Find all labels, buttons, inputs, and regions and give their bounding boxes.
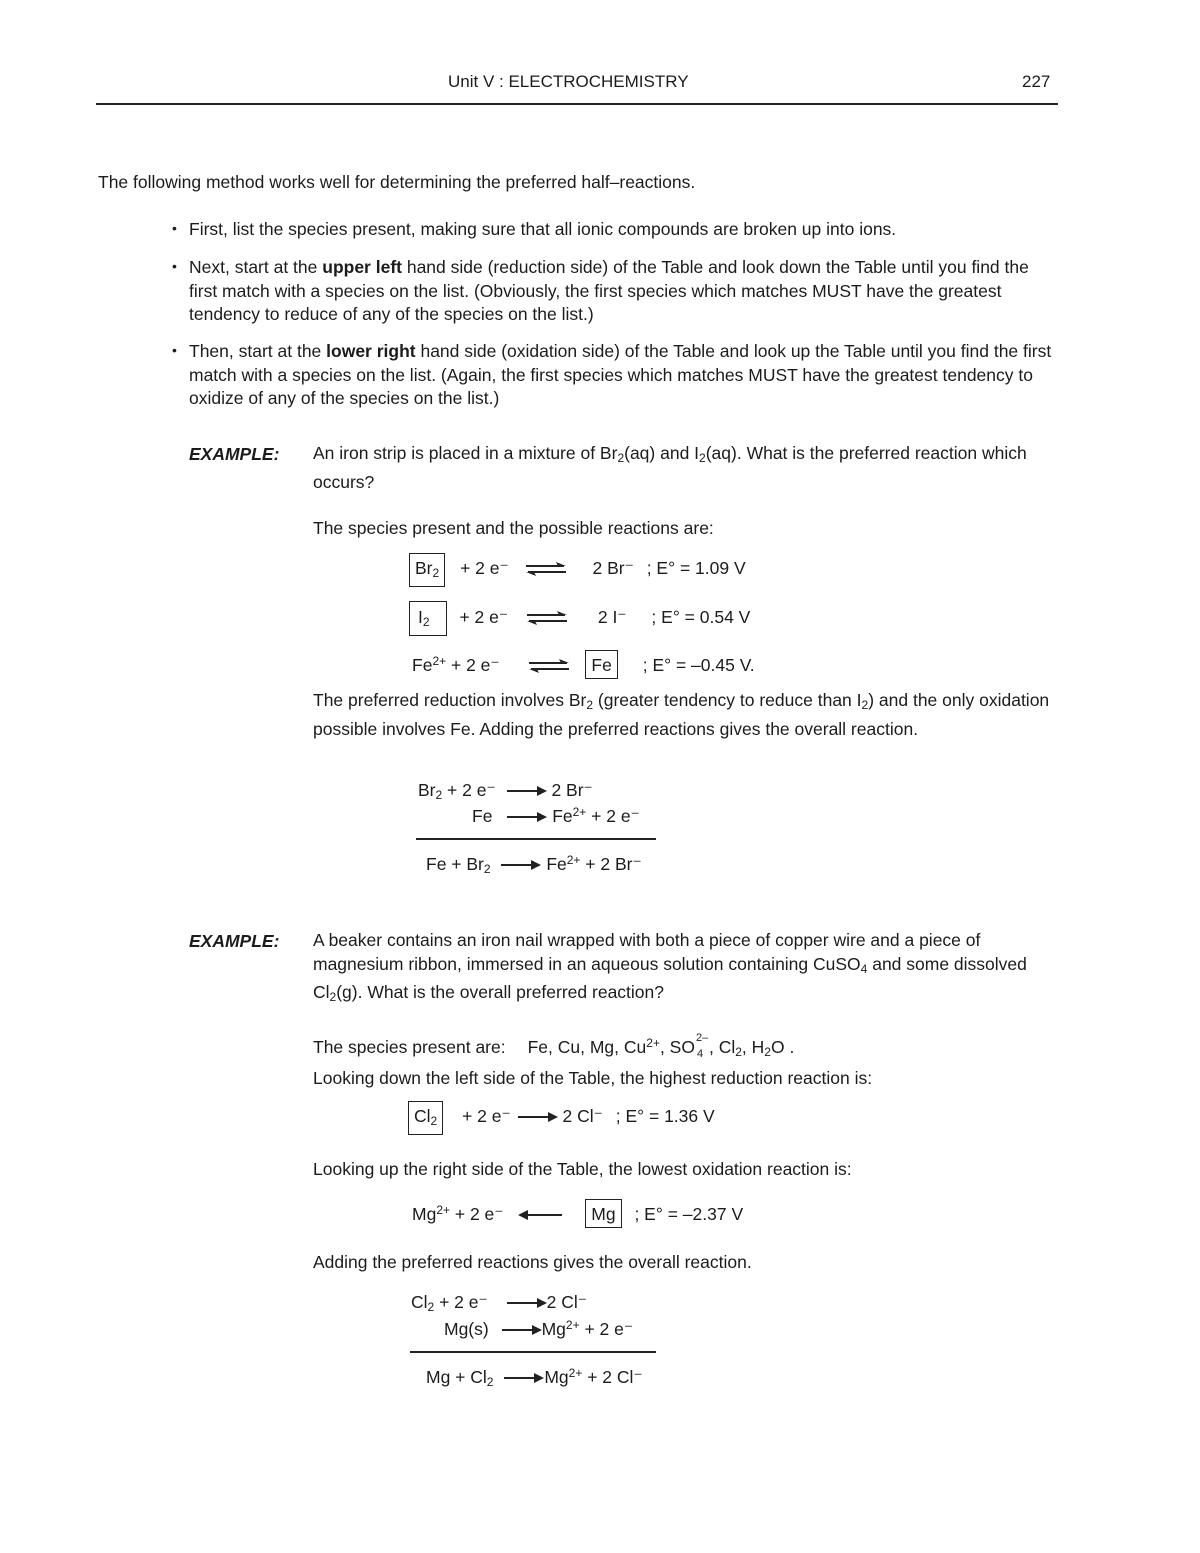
header-rule [96,103,1058,105]
example-2-look-down: Looking down the left side of the Table, the highest reduction reaction is: [313,1068,873,1088]
bullet-2-text: Next, start at the upper left hand side (reduction side) of the Table and look down the Table until you find the first match with a species on the list. (Obviously, the first species which matches MUST have the greatest tendency to reduce of any of the species on the list.) [189,257,1029,324]
equilibrium-arrow-icon [524,562,568,576]
reaction-br2: $Br_2 + 2$ e⁻ 2 Br⁻ ; E° = 1.09 V [409,553,746,587]
bullet-3-text: Then, start at the lower right hand side (oxidation side) of the Table and look up the Table until you find the first match with a species on the list. (Again, the first species which matches MUST have the greatest tendency to oxidize of any of the species on the list.) [189,341,1052,408]
bullet-2-marker: • [172,258,177,274]
sum2-line1: $Cl_2 + 2$ e⁻ 2 Cl⁻ [411,1292,587,1314]
running-header-title: Unit V : ELECTROCHEMISTRY [448,72,689,91]
right-arrow-icon [507,811,547,823]
sum1-total: $Fe + Br_2$ $Fe^{2+} + 2$ Br⁻ [426,853,642,876]
equilibrium-arrow-icon [527,659,571,673]
reaction-i2: $I_2 + 2$ e⁻ 2 I⁻ ; E° = 0.54 V [409,601,750,636]
right-arrow-icon [507,1297,547,1309]
page-number: 227 [1022,72,1051,91]
bullet-1-marker: • [172,220,177,236]
equilibrium-arrow-icon [525,611,569,625]
reaction-cl2: $Cl_2 + 2$ e⁻ 2 Cl⁻ ; E° = 1.36 V [408,1101,715,1135]
right-arrow-icon [501,859,541,871]
right-arrow-icon [518,1111,558,1123]
bullet-1-text: First, list the species present, making sure that all ionic compounds are broken up into ions. [189,219,897,239]
sum2-line2: Mg(s) $Mg^{2+} + 2$ e⁻ [444,1318,634,1339]
example-1-species-intro: The species present and the possible reactions are: [313,518,714,538]
left-arrow-icon [518,1209,562,1221]
example-2-look-up: Looking up the right side of the Table, the lowest oxidation reaction is: [313,1159,852,1179]
boxed-species-i2: $I_2$ [409,601,447,636]
intro-text: The following method works well for determining the preferred half–reactions. [98,172,696,192]
example-1-conclusion: The preferred reduction involves $Br_2$ (greater tendency to reduce than $I_2$) and the only oxidation possible involves Fe. Adding the preferred reactions gives the overall reaction. [313,690,1050,739]
boxed-species-mg: Mg [585,1199,621,1228]
example-2-question: A beaker contains an iron nail wrapped with both a piece of copper wire and a piece of magnesium ribbon, immersed in an aqueous solution containing CuSO$_4$ and some dissolved $Cl_2(g)$. What is the overall preferred reaction? [313,930,1027,1004]
boxed-species-fe: Fe [585,650,617,679]
boxed-species-br2: $Br_2$ [409,553,445,587]
right-arrow-icon [504,1372,544,1384]
example-1-question: An iron strip is placed in a mixture of $Br_2(aq)$ and $I_2(aq)$. What is the preferred reaction which occurs? [313,443,1027,492]
sum1-line2: Fe $Fe^{2+} + 2$ e⁻ [472,805,640,826]
sum1-rule [416,838,656,840]
bullet-3-marker: • [172,342,177,358]
example-1-label: EXAMPLE: [189,444,280,464]
boxed-species-cl2: $Cl_2$ [408,1101,443,1135]
sum2-rule [410,1351,656,1353]
right-arrow-icon [507,785,547,797]
example-2-adding: Adding the preferred reactions gives the overall reaction. [313,1252,752,1272]
example-2-label: EXAMPLE: [189,931,280,951]
reaction-fe: $Fe^{2+} + 2$ e⁻ Fe ; E° = –0.45 V. [412,650,755,679]
reaction-mg: $Mg^{2+} + 2$ e⁻ Mg ; E° = –2.37 V [412,1199,743,1228]
right-arrow-icon [502,1324,542,1336]
example-2-species: The species present are: Fe, Cu, Mg, $Cu^{2+}$, SO 2– 4 , $Cl_2$, $H_2O$ . [313,1032,795,1061]
sum2-total: $Mg + Cl_2$ $Mg^{2+} + 2$ Cl⁻ [426,1366,643,1389]
sum1-line1: $Br_2 + 2$ e⁻ 2 Br⁻ [418,780,593,802]
